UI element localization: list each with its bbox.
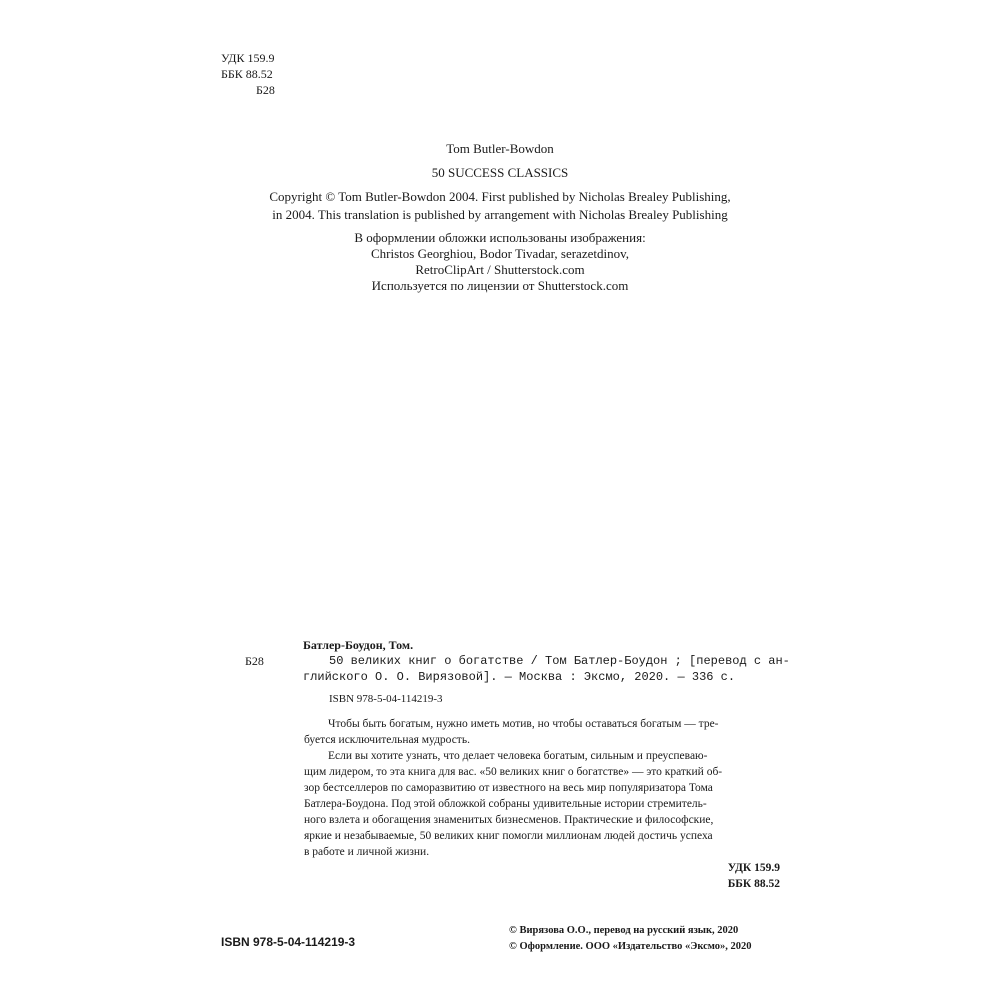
cover-credit-line-4: Используется по лицензии от Shutterstock.com [371,278,629,293]
annotation-line: ного взлета и обогащения знаменитых бизнесменов. Практические и философские, [304,814,714,826]
copyright-notice [200,188,800,224]
annotation-line: Чтобы быть богатым, нужно иметь мотив, но чтобы оставаться богатым — тре- [328,718,719,730]
annotation-line: зор бестселлеров по саморазвитию от известного на весь мир популяризатора Тома [304,782,713,794]
annotation-line: в работе и личной жизни. [304,846,430,858]
annotation-udk: УДК 159.9 [727,862,780,874]
bibliographic-record [245,637,790,707]
annotation-bbk: ББК 88.52 [727,878,780,890]
design-copyright: © Оформление. ООО «Издательство «Эксмо», 2020 [509,941,752,952]
biblio-heading: Батлер-Боудон, Том. [303,638,414,652]
biblio-description [245,653,790,669]
author-sign-code: Б28 [256,83,275,97]
annotation-line: щим лидером, то эта книга для вас. «50 великих книг о богатстве» — это краткий об- [304,766,723,778]
cover-credit-line-1: В оформлении обложки использованы изображения: [354,230,646,245]
translation-copyright: © Вирязова О.О., перевод на русский язык, 2020 [509,925,739,936]
original-author: Tom Butler-Bowdon [446,141,554,156]
copyright-line-2: in 2004. This translation is published by arrangement with Nicholas Brealey Publishing [272,207,728,222]
annotation-line: яркие и незабываемые, 50 великих книг помогли миллионам людей достичь успеха [304,830,713,842]
udk-code: УДК 159.9 [221,51,275,65]
biblio-code: Б28 [245,654,264,668]
copyright-line-1: Copyright © Tom Butler-Bowdon 2004. First published by Nicholas Brealey Publishing, [269,189,731,204]
original-title: 50 SUCCESS CLASSICS [431,165,569,180]
annotation [304,716,780,892]
biblio-line-1: 50 великих книг о богатстве / Том Батлер-Боудон ; [перевод с ан- [329,654,790,668]
copyright-footer [509,923,752,955]
cover-credit-line-3: RetroClipArt / Shutterstock.com [415,262,585,277]
title-section [200,140,800,294]
annotation-line: Батлера-Боудона. Под этой обложкой собраны удивительные истории стремитель- [304,798,707,810]
biblio-isbn: ISBN 978-5-04-114219-3 [329,693,443,705]
cover-credits [200,230,800,294]
cover-credit-line-2: Christos Georghiou, Bodor Tivadar, serazetdinov, [370,246,629,261]
annotation-line: Если вы хотите узнать, что делает человека богатым, сильным и преуспеваю- [328,750,708,762]
bbk-code: ББК 88.52 [221,67,273,81]
isbn-footer: ISBN 978-5-04-114219-3 [221,935,356,949]
annotation-line: буется исключительная мудрость. [304,734,470,746]
classification-codes [221,50,275,98]
biblio-line-2: глийского О. О. Вирязовой]. — Москва : Эксмо, 2020. — 336 с. [303,670,736,684]
